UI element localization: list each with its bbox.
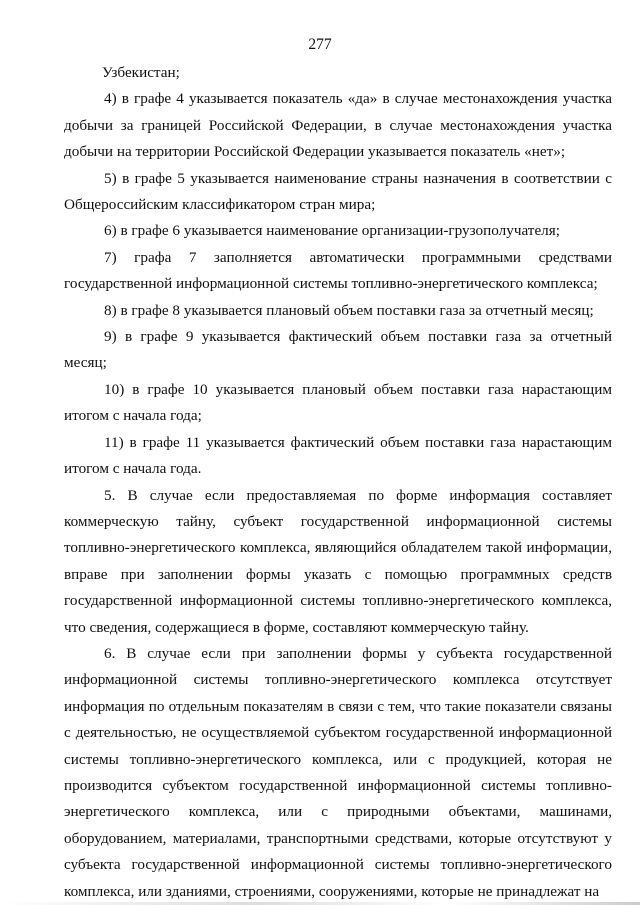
paragraph-item-11: 11) в графе 11 указывается фактический объем поставки газа нарастающим итогом с начала года. [64, 433, 612, 478]
paragraph-item-5: 5) в графе 5 указывается наименование страны назначения в соответствии с Общероссийским классификатором стран мира; [64, 169, 612, 214]
paragraph-item-4: 4) в графе 4 указывается показатель «да» в случае местонахождения участка добычи за границей Российской Федерации, в случае местонахождения участка добычи на территории Российской Федерации указывается показатель «нет»; [64, 90, 612, 161]
paragraph-continuation: Узбекистан; [102, 64, 180, 81]
paragraph-item-10: 10) в графе 10 указывается плановый объем поставки газа нарастающим итогом с начала года; [64, 380, 612, 425]
document-body [64, 60, 612, 905]
paragraph-item-7: 7) графа 7 заполняется автоматически программными средствами государственной информационной системы топливно-энергетического комплекса; [64, 248, 612, 293]
paragraph-item-8: 8) в графе 8 указывается плановый объем поставки газа за отчетный месяц; [104, 301, 594, 319]
paragraph-section-6: 6. В случае если при заполнении формы у субъекта государственной информационной системы топливно-энергетического комплекса отсутствует информация по отдельным показателям в связи с тем, что такие показатели связаны с деятельностью, не осуществляемой субъектом государственной информационной системы топливно-энергетического комплекса, или с продукцией, которая не производится субъектом государственной информационной системы топливно-энергетического комплекса, или с природными объектами, машинами, оборудованием, материалами, транспортными средствами, которые отсутствуют у субъекта государственной информационной системы топливно-энергетического комплекса, или зданиями, строениями, сооружениями, которые не принадлежат на [64, 644, 612, 900]
paragraph-section-5: 5. В случае если предоставляемая по форме информация составляет коммерческую тайну, субъект государственной информационной системы топливно-энергетического комплекса, являющийся обладателем такой информации, вправе при заполнении формы указать с помощью программных средств государственной информационной системы топливно-энергетического комплекса, что сведения, содержащиеся в форме, составляют коммерческую тайну. [64, 486, 612, 636]
paragraph-item-9: 9) в графе 9 указывается фактический объем поставки газа за отчетный месяц; [64, 328, 612, 372]
paragraph-item-6: 6) в графе 6 указывается наименование организации-грузополучателя; [104, 222, 560, 240]
page-number: 277 [308, 36, 332, 53]
